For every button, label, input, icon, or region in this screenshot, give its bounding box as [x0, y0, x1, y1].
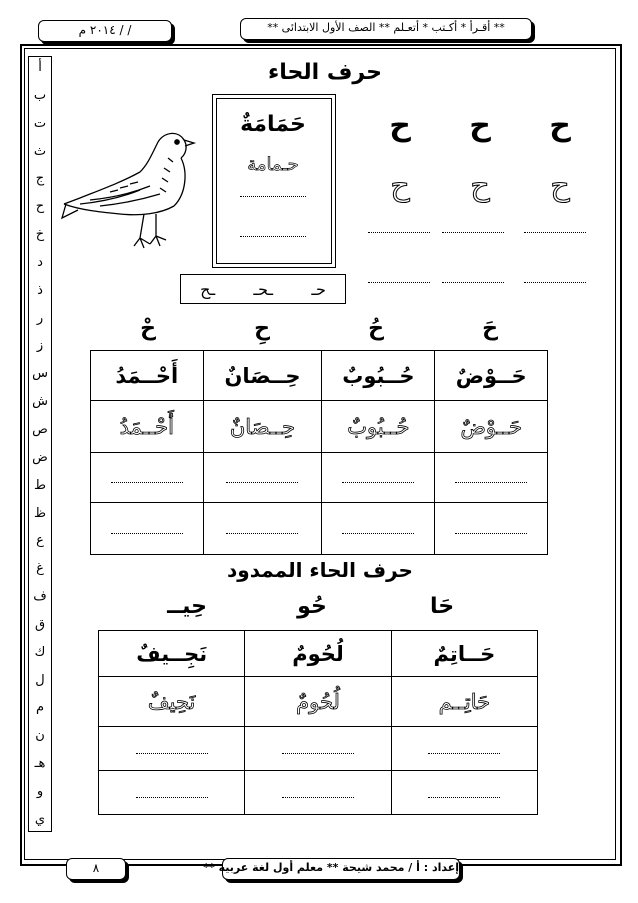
word-model: حَمَامَةٌ	[240, 112, 306, 137]
alphabet-letter: أ	[38, 60, 42, 75]
lesson-title: حرف الحاء	[268, 60, 382, 85]
table-writing-cell[interactable]	[245, 727, 391, 771]
words-table-2	[98, 630, 538, 815]
table-word: أَحْــمَدُ	[91, 351, 204, 401]
table-trace: لُحُومٌ	[245, 677, 391, 727]
table-writing-cell[interactable]	[91, 503, 204, 555]
table-trace: حَــوْضٌ	[435, 401, 548, 453]
table-row	[99, 677, 538, 727]
letter-forms-box	[180, 274, 346, 304]
letter-form-final: ـح	[200, 279, 216, 299]
letter-model: ح	[469, 108, 491, 143]
header-title-box	[240, 18, 532, 40]
letter-form-initial: حـ	[311, 279, 326, 299]
table-trace: حِــصَانٌ	[203, 401, 322, 453]
writing-line[interactable]	[368, 232, 430, 233]
alphabet-letter: ض	[32, 449, 48, 465]
haraka-kasra: حِ	[254, 316, 270, 341]
writing-line[interactable]	[524, 282, 586, 283]
alphabet-letter: د	[37, 254, 43, 270]
table-word: حُــبُوبٌ	[322, 351, 435, 401]
writing-line[interactable]	[442, 232, 504, 233]
table-writing-cell[interactable]	[91, 453, 204, 503]
alphabet-letter: ح	[35, 199, 45, 215]
table-writing-cell[interactable]	[203, 503, 322, 555]
alphabet-letter: ث	[33, 143, 47, 159]
table-writing-cell[interactable]	[203, 453, 322, 503]
alphabet-letter: ش	[32, 394, 48, 410]
table-word: لُحُومٌ	[245, 631, 391, 677]
alphabet-letter: ج	[35, 171, 45, 187]
writing-line[interactable]	[368, 282, 430, 283]
haraka-damma: حُ	[368, 316, 384, 341]
alphabet-column	[28, 56, 52, 832]
section2-title: حرف الحاء الممدود	[227, 558, 413, 582]
table-word: حَــاتِمٌ	[391, 631, 537, 677]
table-word: نَجِــيفٌ	[99, 631, 245, 677]
alphabet-letter: ن	[35, 728, 45, 744]
page-number-box	[66, 858, 126, 880]
alphabet-letter: هـ	[34, 756, 46, 772]
table-word: حَــوْضٌ	[435, 351, 548, 401]
alphabet-letter: غ	[36, 561, 44, 577]
alphabet-letter: ت	[33, 115, 47, 131]
table-writing-cell[interactable]	[99, 727, 245, 771]
header-title: ** أقـرأ * أكـتب * أتعـلم ** الصف الأول الابتدائى **	[267, 21, 505, 34]
page-number: ٨	[92, 861, 100, 875]
table-row	[99, 771, 538, 815]
word-writing-line[interactable]	[240, 236, 306, 237]
haraka-sukun: حْ	[140, 316, 156, 341]
alphabet-letter: س	[32, 366, 48, 382]
alphabet-letter: ق	[34, 616, 46, 632]
haraka-fatha: حَ	[482, 316, 498, 341]
writing-line[interactable]	[524, 232, 586, 233]
long-vowel-ya: حِيــ	[167, 594, 207, 619]
alphabet-letter: ل	[35, 672, 45, 688]
alphabet-letter: ع	[36, 533, 44, 549]
letter-form-medial: ـحـ	[253, 279, 274, 299]
word-trace: حـمامة	[247, 154, 299, 175]
letter-trace: ح	[470, 168, 490, 203]
alphabet-letter: ر	[36, 310, 44, 326]
table-row	[91, 401, 548, 453]
table-trace: حَاتِــم	[391, 677, 537, 727]
alphabet-letter: ذ	[37, 282, 43, 298]
alphabet-letter: ظ	[33, 505, 47, 521]
header-date: / / ٢٠١٤ م	[78, 23, 132, 37]
header-date-box	[38, 20, 172, 42]
alphabet-letter: ب	[33, 87, 47, 103]
table-trace: حُــبُوبٌ	[322, 401, 435, 453]
table-row	[99, 727, 538, 771]
alphabet-letter: ص	[32, 421, 48, 437]
table-trace: أَحْــمَدُ	[91, 401, 204, 453]
table-word: حِــصَانٌ	[203, 351, 322, 401]
alphabet-letter: خ	[35, 227, 45, 243]
pigeon-illustration	[60, 118, 200, 260]
table-writing-cell[interactable]	[322, 503, 435, 555]
table-writing-cell[interactable]	[391, 727, 537, 771]
footer-credit: إعداد : أ / محمد شيحة ** معلم أول لغة عربية **	[203, 861, 459, 874]
letter-trace: ح	[390, 168, 410, 203]
letter-model: ح	[549, 108, 571, 143]
table-row	[99, 631, 538, 677]
alphabet-letter: م	[35, 700, 45, 716]
alphabet-letter: ز	[36, 338, 44, 354]
words-table-1	[90, 350, 548, 555]
letter-model: ح	[389, 108, 411, 143]
table-writing-cell[interactable]	[99, 771, 245, 815]
table-row	[91, 503, 548, 555]
footer-credit-box	[203, 858, 460, 880]
table-row	[91, 351, 548, 401]
table-row	[91, 453, 548, 503]
alphabet-letter: ف	[33, 589, 47, 605]
alphabet-letter: ط	[33, 477, 47, 493]
long-vowel-waw: حُو	[297, 594, 327, 619]
table-writing-cell[interactable]	[245, 771, 391, 815]
alphabet-letter: ي	[34, 811, 46, 827]
long-vowel-alif: حَا	[429, 594, 455, 619]
table-writing-cell[interactable]	[435, 503, 548, 555]
letter-trace: ح	[550, 168, 570, 203]
table-trace: نَحِيفٌ	[99, 677, 245, 727]
alphabet-letter: ك	[34, 644, 46, 660]
writing-line[interactable]	[442, 282, 504, 283]
word-writing-line[interactable]	[240, 196, 306, 197]
table-writing-cell[interactable]	[435, 453, 548, 503]
alphabet-letter: و	[36, 783, 44, 799]
table-writing-cell[interactable]	[322, 453, 435, 503]
table-writing-cell[interactable]	[391, 771, 537, 815]
